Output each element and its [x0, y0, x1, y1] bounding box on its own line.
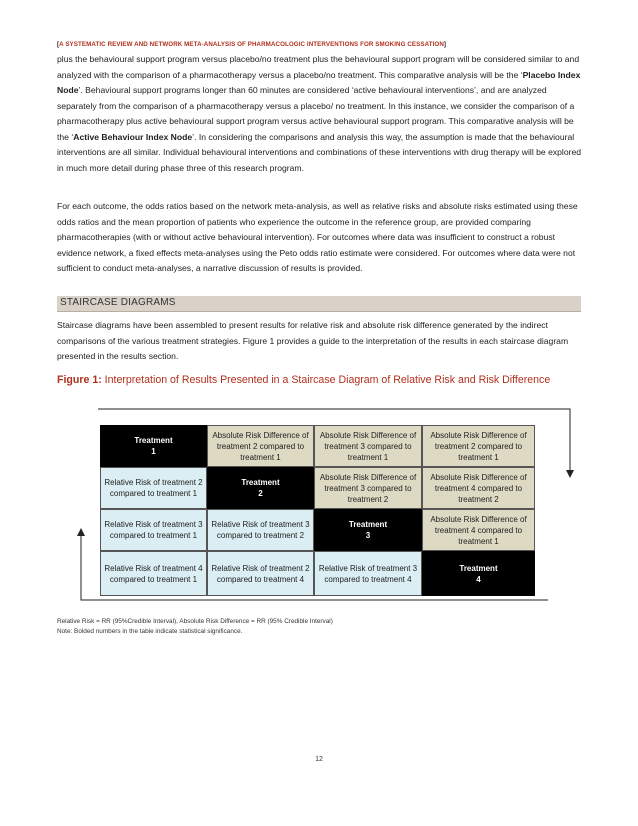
treatment-3-number: 3: [365, 531, 371, 540]
treatment-1-label: Treatment: [134, 436, 173, 445]
treatment-2-label: Treatment: [241, 478, 280, 487]
treatment-1-cell: [100, 425, 207, 467]
para1-text-1: plus the behavioural support program versus placebo/no treatment plus the behavioural support program will be considered similar to and analyzed with the comparison of a pharmacotherapy versus a placebo/no treatment. This comparative analysis will be the ‘: [57, 54, 580, 80]
treatment-3-cell: [314, 509, 422, 551]
page-number: 12: [315, 756, 323, 763]
section-title: STAIRCASE DIAGRAMS: [60, 297, 176, 308]
treatment-4-cell: [422, 551, 535, 596]
treatment-4-label: Treatment: [459, 563, 498, 573]
ard-2-vs-1-cell: Absolute Risk Difference of treatment 2 compared to treatment 1: [207, 425, 314, 467]
header-open-bracket: [: [57, 41, 60, 48]
rr-2-vs-4-cell: Relative Risk of treatment 2 compared to treatment 4: [207, 551, 314, 596]
paragraph-odds-ratios: For each outcome, the odds ratios based on the network meta-analysis, as well as relative risks and absolute risks estimated using these odds ratios and the mean proportion of patients who experience the outcome in the reference group, are provided comparing pharmacotherapies (with or without active behavioural intervention). For outcomes where data was insufficient to construct a robust evidence network, a fixed effects meta-analyses using the Peto odds ratio estimate were considered. For outcomes where data were not sufficient to conduct meta-analyses, a narrative discussion of results is provided.: [57, 201, 578, 273]
placebo-index-node-term: Placebo Index Node: [57, 69, 581, 95]
header-close-bracket: ]: [443, 41, 447, 48]
treatment-4-number: 4: [476, 574, 481, 584]
treatment-2-cell: [207, 467, 314, 509]
rr-3-vs-4-cell: Relative Risk of treatment 3 compared to treatment 4: [314, 551, 422, 596]
active-behaviour-index-node-term: Active Behaviour Index Node: [73, 131, 193, 142]
rr-3-vs-2-cell: Relative Risk of treatment 3 compared to treatment 2: [207, 509, 314, 551]
ard-2-vs-1-cell-b: Absolute Risk Difference of treatment 2 compared to treatment 1: [422, 425, 535, 467]
ard-4-vs-1-cell: Absolute Risk Difference of treatment 4 compared to treatment 1: [422, 509, 535, 551]
footnote-definitions: Relative Risk = RR (95%Credible Interval), Absolute Risk Difference = RR (95% Credible Interval): [57, 618, 333, 625]
paragraph-staircase-intro: Staircase diagrams have been assembled to present results for relative risk and absolute risk difference generated by the indirect comparisons of the various treatment strategies. Figure 1 provides a guide to the interpretation of the results in each staircase diagram presented in the results section.: [57, 320, 569, 361]
ard-3-vs-1-cell: Absolute Risk Difference of treatment 3 compared to treatment 1: [314, 425, 422, 467]
header-title: A SYSTEMATIC REVIEW AND NETWORK META-ANALYSIS OF PHARMACOLOGIC INTERVENTIONS FOR SMOKING CESSATION: [59, 41, 444, 48]
ard-4-vs-2-cell: Absolute Risk Difference of treatment 4 compared to treatment 2: [422, 467, 535, 509]
treatment-1-number: 1: [151, 447, 156, 456]
footnote-bold-note: Note: Bolded numbers in the table indicate statistical significance.: [57, 628, 243, 635]
rr-4-vs-1-cell: Relative Risk of treatment 4 compared to treatment 1: [100, 551, 207, 596]
para1-text-3: ’. In considering the comparisons and analysis this way, the assumption is made that the behavioural interventions are all similar. Individual behavioural interventions and combinations of these interventions with drug therapy will be explored in much more detail during phase three of this research program.: [57, 131, 582, 173]
figure-label: Figure 1:: [57, 374, 102, 386]
ard-3-vs-2-cell: Absolute Risk Difference of treatment 3 compared to treatment 2: [314, 467, 422, 509]
treatment-3-label: Treatment: [348, 520, 388, 529]
treatment-2-number: 2: [258, 489, 263, 498]
rr-2-vs-1-cell: Relative Risk of treatment 2 compared to treatment 1: [100, 467, 207, 509]
figure-caption-text: Interpretation of Results Presented in a Staircase Diagram of Relative Risk and Risk Difference: [101, 374, 551, 386]
rr-3-vs-1-cell: Relative Risk of treatment 3 compared to treatment 1: [100, 509, 207, 551]
para1-text-2: ’. Behavioural support programs longer than 60 minutes are considered ‘active behavioural interventions’, and are analyzed separately from the comparison of a pharmacotherapy versus a placebo/ no treatment. In this instance, we consider the comparison of a pharmacotherapy plus active behavioural support program versus active behavioural support program. This comparative analysis will be the ‘: [57, 85, 575, 142]
